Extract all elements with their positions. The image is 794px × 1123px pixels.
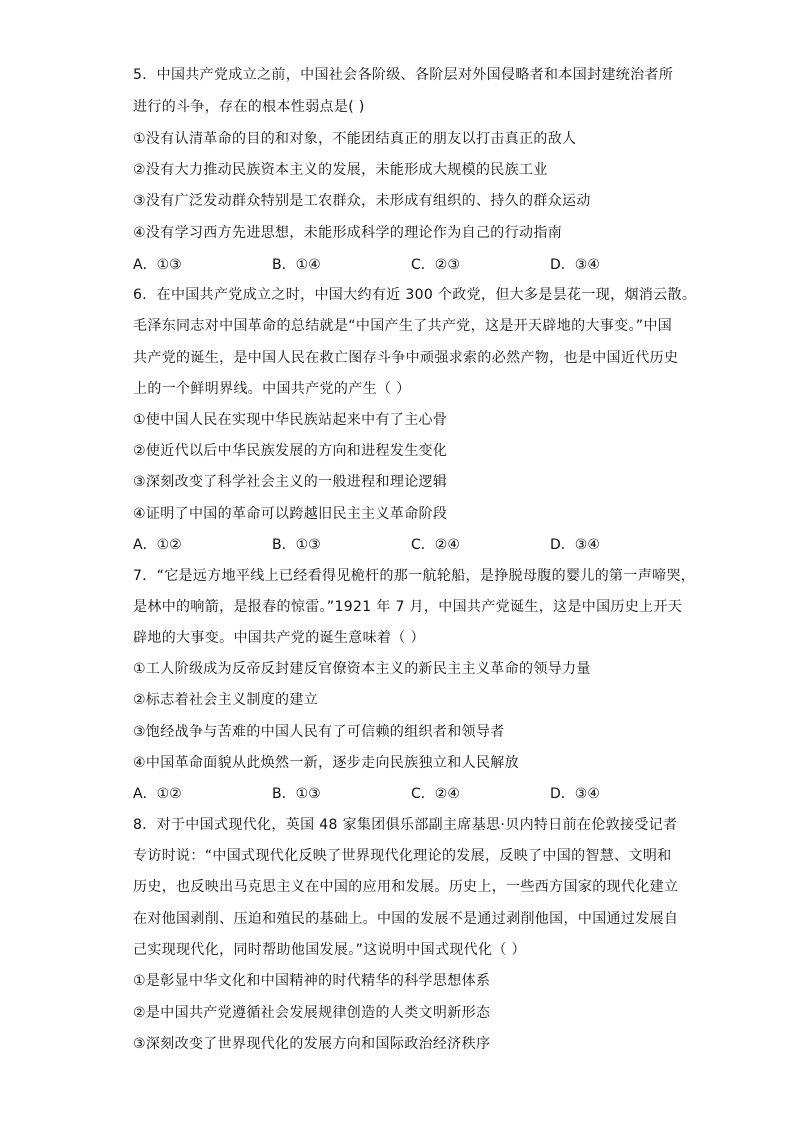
- q8-stem-line-1: 8．对于中国式现代化，英国 48 家集团俱乐部副主席基思·贝内特日前在伦敦接受记者: [133, 817, 678, 833]
- q6-item-1: ①使中国人民在实现中华民族站起来中有了主心骨: [133, 412, 448, 428]
- q6-stem-line-1: 6．在中国共产党成立之时，中国大约有近 300 个政党，但大多是昙花一现，烟消云散。: [133, 287, 697, 303]
- q8-stem-line-2: 专访时说：“中国式现代化反映了世界现代化理论的发展，反映了中国的智慧、文明和: [133, 848, 672, 864]
- q8-stem-line-4: 在对他国剥削、压迫和殖民的基础上。中国的发展不是通过剥削他国，中国通过发展自: [133, 911, 679, 927]
- q7-stem-line-3: 辟地的大事变。中国共产党的诞生意味着（ ）: [133, 630, 425, 646]
- q5-item-4: ④没有学习西方先进思想，未能形成科学的理论作为自己的行动指南: [133, 225, 563, 241]
- q8-stem-line-3: 历史，也反映出马克思主义在中国的应用和发展。历史上，一些西方国家的现代化建立: [133, 879, 679, 895]
- q6-item-3: ③深刻改变了科学社会主义的一般进程和理论逻辑: [133, 474, 448, 490]
- q6-item-4: ④证明了中国的革命可以跨越旧民主主义革命阶段: [133, 506, 448, 522]
- q6-option-a[interactable]: A．①②: [133, 537, 182, 553]
- q6-stem-line-2: 毛泽东同志对中国革命的总结就是“中国产生了共产党，这是开天辟地的大事变。”中国: [133, 318, 673, 334]
- q7-item-1: ①工人阶级成为反帝反封建反官僚资本主义的新民主主义革命的领导力量: [133, 661, 591, 677]
- q6-stem-line-4: 上的一个鲜明界线。中国共产党的产生（ ）: [133, 381, 411, 397]
- q5-item-2: ②没有大力推动民族资本主义的发展，未能形成大规模的民族工业: [133, 162, 548, 178]
- q5-item-1: ①没有认清革命的目的和对象，不能团结真正的朋友以打击真正的敌人: [133, 131, 577, 147]
- q7-stem-line-1: 7．“它是远方地平线上已经看得见桅杆的那一航轮船，是挣脱母腹的婴儿的第一声啼哭，: [133, 568, 696, 584]
- q6-stem-line-3: 共产党的诞生，是中国人民在救亡图存斗争中顽强求索的必然产物，也是中国近代历史: [133, 350, 679, 366]
- q7-option-c[interactable]: C．②④: [411, 786, 460, 802]
- q5-option-c[interactable]: C．②③: [411, 257, 460, 273]
- q7-stem-line-2: 是林中的响箭，是报春的惊雷。”1921 年 7 月，中国共产党诞生，这是中国历史上开天: [133, 599, 683, 615]
- q7-option-d[interactable]: D．③④: [550, 786, 600, 802]
- q5-option-a[interactable]: A．①③: [133, 257, 182, 273]
- q8-item-2: ②是中国共产党遵循社会发展规律创造的人类文明新形态: [133, 1005, 491, 1021]
- q5-option-b[interactable]: B．①④: [272, 257, 321, 273]
- q8-item-1: ①是彰显中华文化和中国精神的时代精华的科学思想体系: [133, 973, 491, 989]
- q5-option-d[interactable]: D．③④: [550, 257, 600, 273]
- q7-option-b[interactable]: B．①③: [272, 786, 321, 802]
- q7-item-2: ②标志着社会主义制度的建立: [133, 692, 319, 708]
- q5-stem-line-1: 5．中国共产党成立之前，中国社会各阶级、各阶层对外国侵略者和本国封建统治者所: [133, 67, 674, 83]
- q5-item-3: ③没有广泛发动群众特别是工农群众，未形成有组织的、持久的群众运动: [133, 193, 591, 209]
- q8-item-3: ③深刻改变了世界现代化的发展方向和国际政治经济秩序: [133, 1036, 491, 1052]
- q6-option-d[interactable]: D．③④: [550, 537, 600, 553]
- q6-option-c[interactable]: C．②④: [411, 537, 460, 553]
- q6-item-2: ②使近代以后中华民族发展的方向和进程发生变化: [133, 443, 448, 459]
- q7-item-3: ③饱经战争与苦难的中国人民有了可信赖的组织者和领导者: [133, 724, 505, 740]
- q6-option-b[interactable]: B．①③: [272, 537, 321, 553]
- q7-option-a[interactable]: A．①②: [133, 786, 182, 802]
- q8-stem-line-5: 己实现现代化，同时帮助他国发展。”这说明中国式现代化（ ）: [133, 942, 526, 958]
- q7-item-4: ④中国革命面貌从此焕然一新，逐步走向民族独立和人民解放: [133, 755, 519, 771]
- q5-stem-line-2: 进行的斗争，存在的根本性弱点是( ): [133, 99, 365, 115]
